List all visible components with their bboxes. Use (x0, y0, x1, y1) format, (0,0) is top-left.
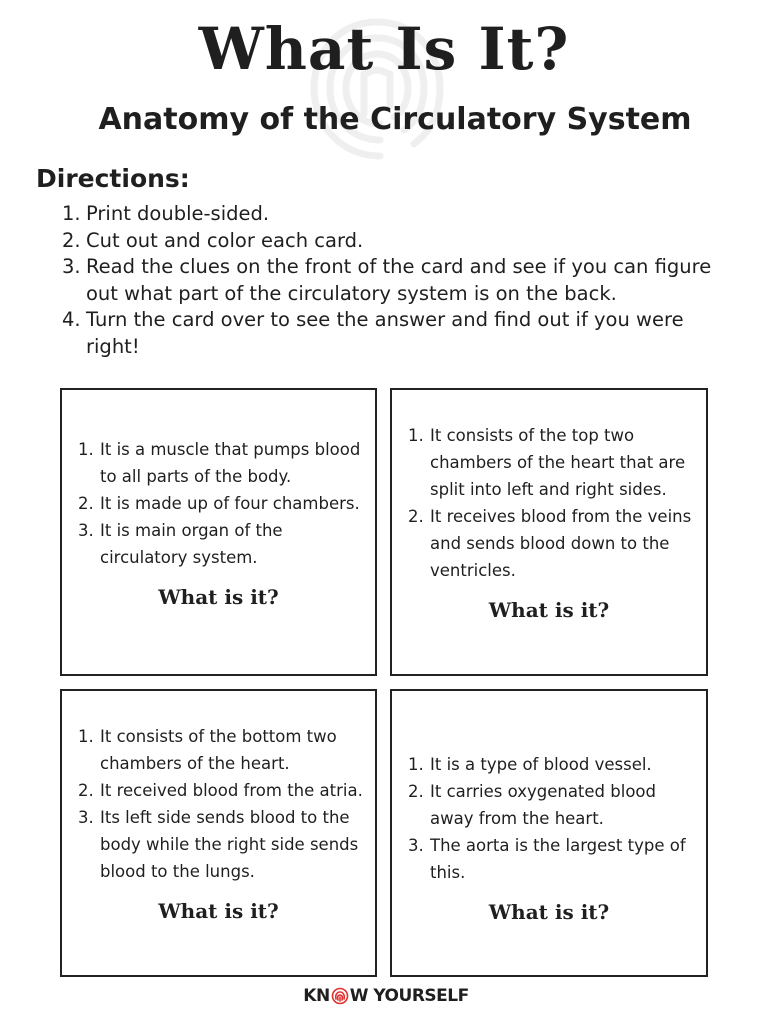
list-number: 1. (408, 426, 424, 445)
clue-item (78, 436, 375, 490)
clue-text: Its left side sends blood to the body while the right side sends blood to the lungs. (100, 808, 359, 881)
list-number: 2. (78, 781, 94, 800)
directions-item-text: Read the clues on the front of the card and see if you can figure out what part of the circulatory system is on the back. (86, 255, 712, 305)
clue-text: It receives blood from the veins and sends blood down to the ventricles. (430, 507, 692, 580)
clue-text: It consists of the top two chambers of the heart that are split into left and right sides. (430, 426, 686, 499)
directions-item-text: Print double-sided. (86, 202, 270, 225)
page-title: What Is It? (198, 15, 570, 83)
list-number: 1. (78, 440, 94, 459)
list-number: 2. (408, 507, 424, 526)
card-question: What is it? (158, 585, 279, 609)
page-subtitle: Anatomy of the Circulatory System (98, 102, 692, 137)
list-number: 3. (408, 836, 424, 855)
card-question: What is it? (158, 899, 279, 923)
know-yourself-logo (0, 986, 768, 1006)
directions-item-text: Turn the card over to see the answer and find out if you were right! (86, 308, 684, 358)
clue-card-atria (390, 388, 708, 676)
list-number: 4. (62, 308, 81, 331)
clue-text: The aorta is the largest type of this. (430, 836, 686, 882)
clue-card-heart (60, 388, 377, 676)
directions-item (62, 228, 722, 255)
clue-item (78, 804, 375, 885)
list-number: 1. (62, 202, 81, 225)
clue-item (408, 832, 706, 886)
clue-item (408, 751, 706, 778)
directions-item-text: Cut out and color each card. (86, 228, 364, 252)
list-number: 2. (408, 782, 424, 801)
card-question: What is it? (488, 598, 610, 622)
logo-text-left: KN (303, 986, 330, 1006)
clue-list (392, 422, 706, 584)
clue-text: It is a muscle that pumps blood to all parts of the body. (100, 440, 361, 486)
clue-item (408, 422, 706, 503)
logo-text-right: W YOURSELF (349, 986, 469, 1006)
clue-text: It is main organ of the circulatory system. (100, 521, 283, 567)
clue-text: It consists of the bottom two chambers of the heart. (100, 727, 337, 773)
directions-list (62, 201, 722, 360)
list-number: 3. (78, 521, 94, 540)
clue-text: It is made up of four chambers. (100, 494, 360, 513)
directions-heading: Directions: (36, 164, 190, 193)
clue-list (62, 723, 375, 885)
list-number: 3. (78, 808, 94, 827)
directions-item (62, 254, 722, 307)
clue-item (78, 490, 375, 517)
clue-text: It carries oxygenated blood away from the heart. (430, 782, 656, 828)
list-number: 1. (78, 727, 94, 746)
list-number: 2. (78, 494, 94, 513)
clue-text: It is a type of blood vessel. (430, 755, 652, 774)
list-number: 1. (408, 755, 424, 774)
clue-item (408, 778, 706, 832)
clue-item (78, 723, 375, 777)
list-number: 3. (62, 255, 81, 278)
fingerprint-icon (331, 987, 349, 1005)
clue-item (78, 517, 375, 571)
clue-item (78, 777, 375, 804)
directions-item (62, 201, 722, 228)
clue-list (392, 751, 706, 886)
clue-item (408, 503, 706, 584)
directions-item (62, 307, 722, 360)
clue-card-ventricles (60, 689, 377, 977)
clue-card-artery (390, 689, 708, 977)
card-question: What is it? (488, 900, 610, 924)
list-number: 2. (62, 228, 81, 252)
clue-text: It received blood from the atria. (100, 781, 363, 800)
clue-list (62, 436, 375, 571)
